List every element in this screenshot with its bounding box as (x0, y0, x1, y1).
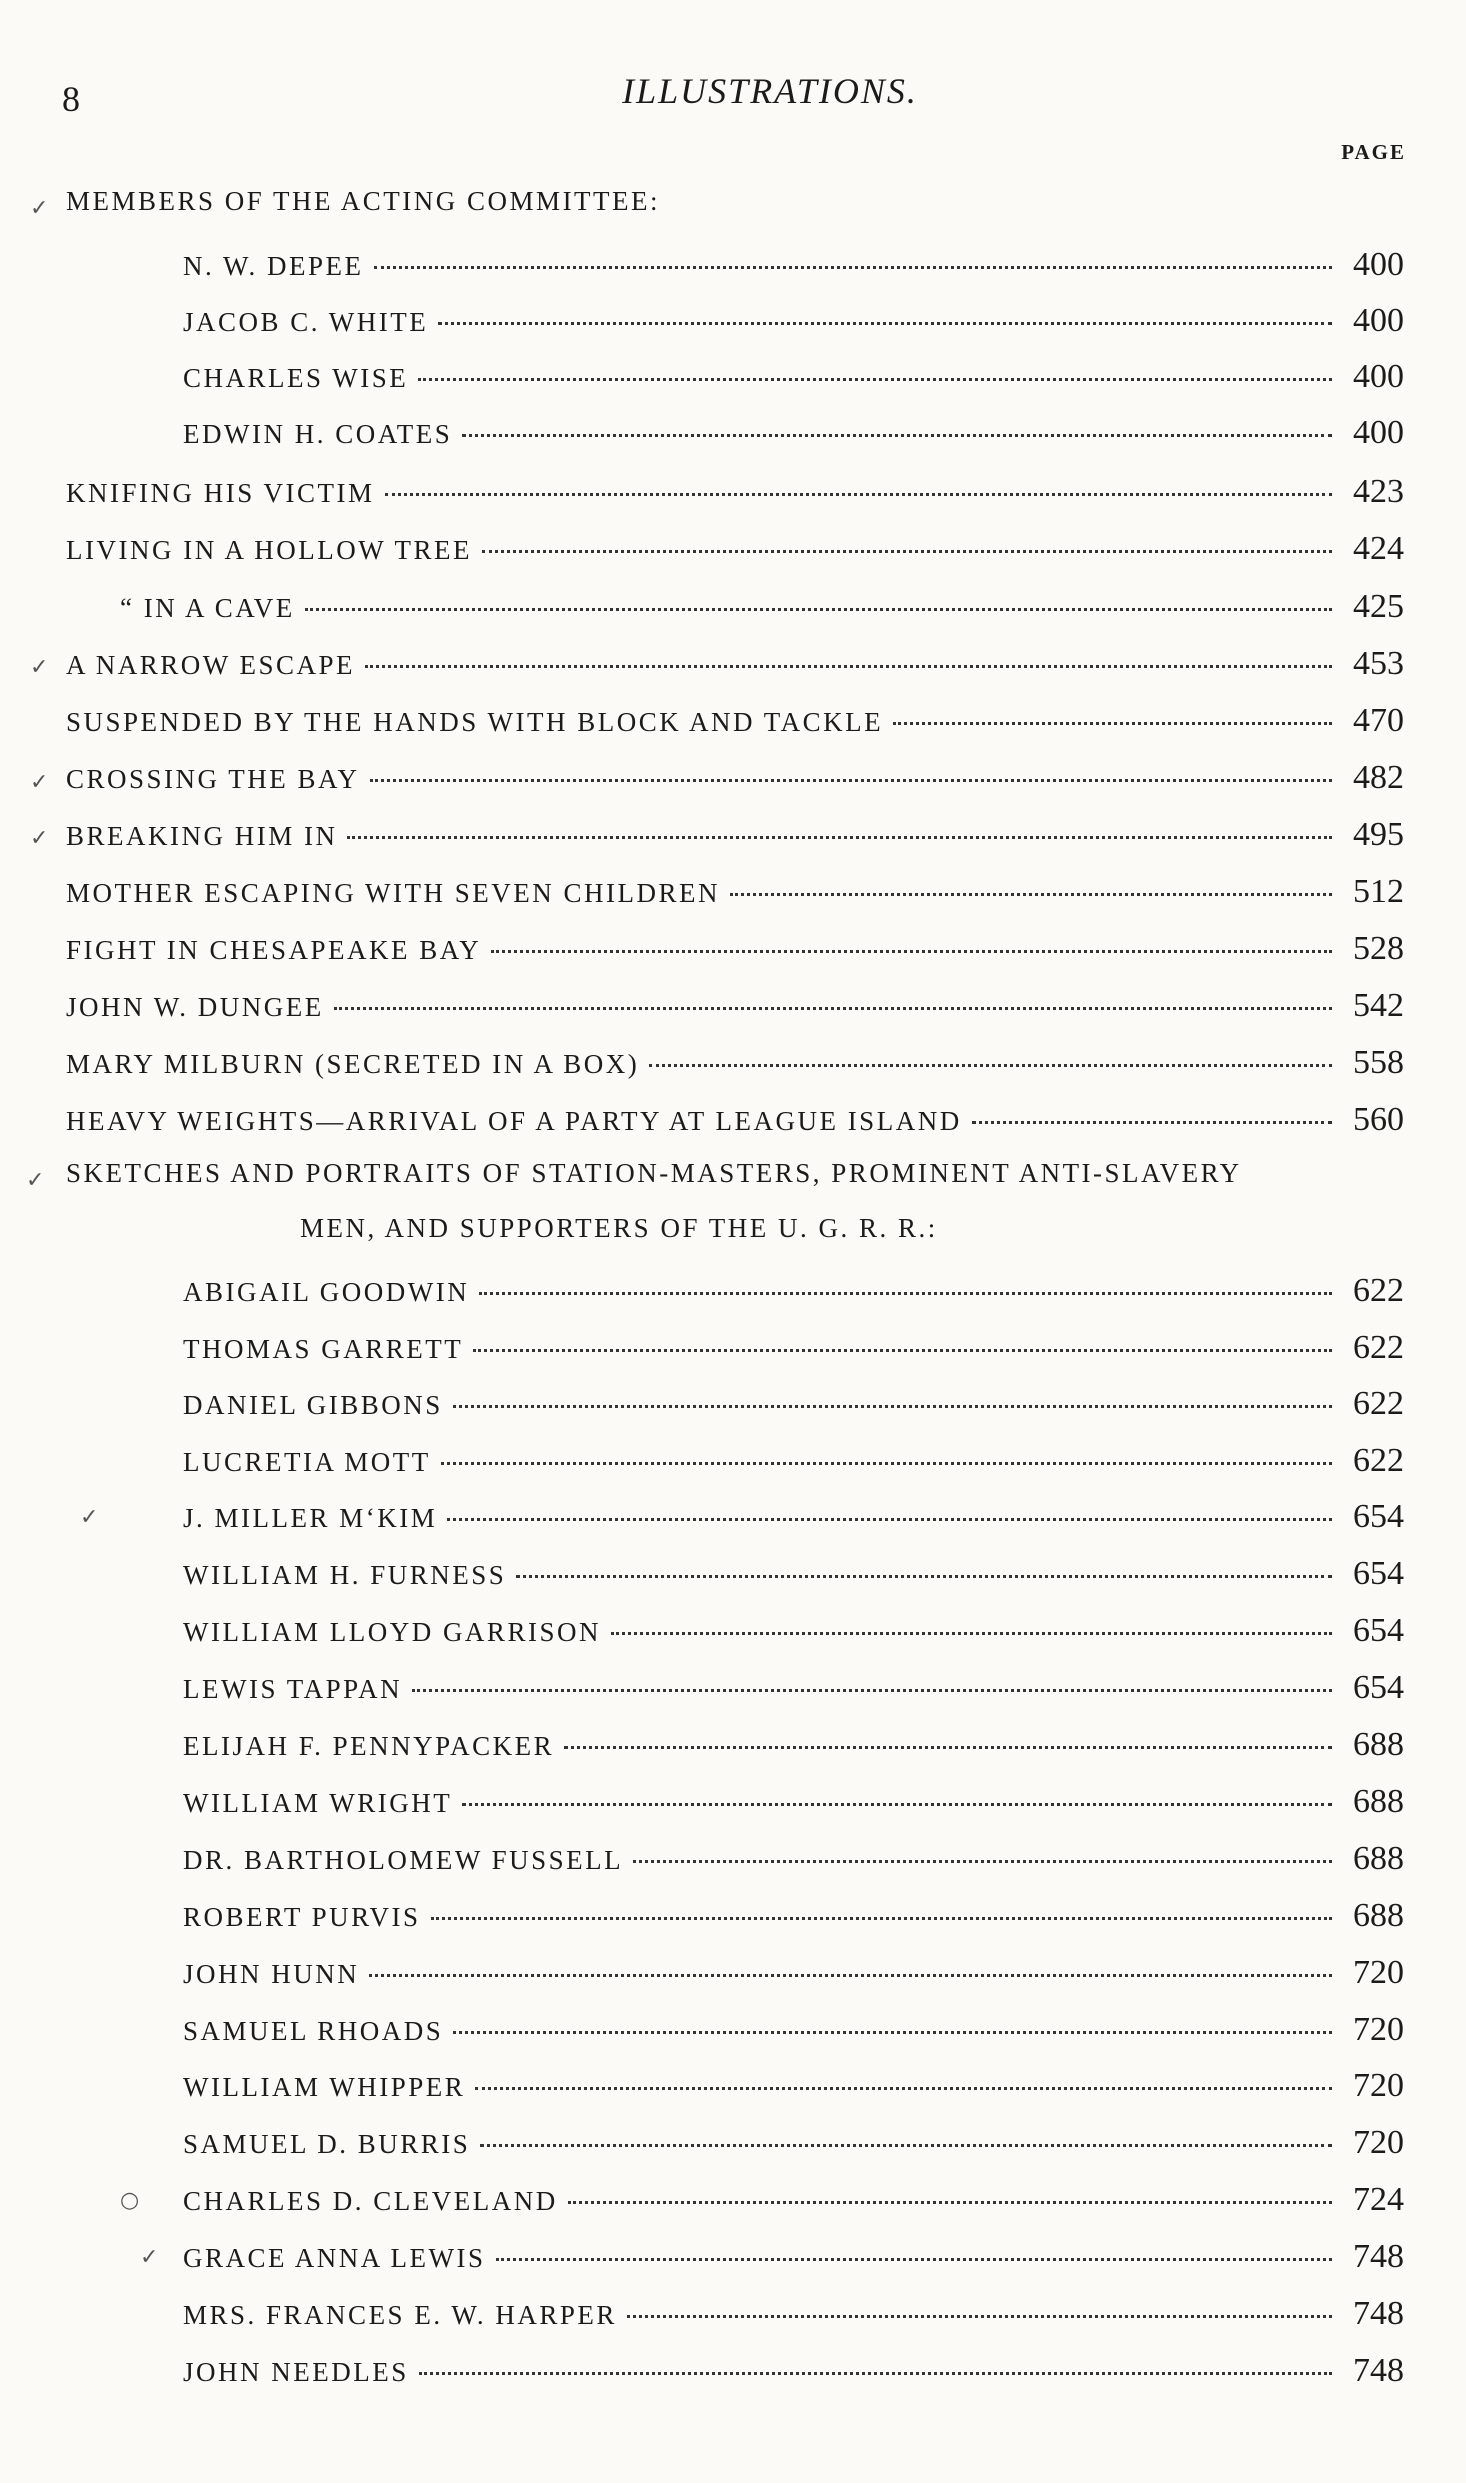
entry-page: 423 (1353, 473, 1404, 510)
dot-leader (972, 1121, 1332, 1124)
list-item (120, 588, 1404, 632)
list-item (66, 645, 1404, 689)
entry-page: 688 (1353, 1726, 1404, 1763)
entry-label: MARY MILBURN (SECRETED IN A BOX) (66, 1049, 640, 1079)
list-item (183, 1840, 1404, 1884)
list-item (183, 1329, 1404, 1373)
dot-leader (419, 2372, 1332, 2375)
dot-leader (496, 2258, 1333, 2261)
entry-label: LIVING IN A HOLLOW TREE (66, 535, 472, 565)
check-mark-icon: ✓ (30, 770, 49, 795)
list-item (183, 2181, 1404, 2225)
dot-leader (370, 779, 1332, 782)
list-item (183, 1555, 1404, 1599)
entry-page: 720 (1353, 1954, 1404, 1991)
entry-label: MOTHER ESCAPING WITH SEVEN CHILDREN (66, 878, 720, 908)
check-mark-icon: ✓ (26, 1168, 45, 1193)
dot-leader (475, 2087, 1332, 2090)
entry-page: 654 (1353, 1555, 1404, 1592)
dot-leader (479, 1292, 1332, 1295)
entry-page: 400 (1353, 414, 1404, 451)
list-item (183, 1272, 1404, 1316)
entry-label: ABIGAIL GOODWIN (183, 1277, 470, 1307)
dot-leader (627, 2315, 1332, 2318)
check-mark-icon: ✓ (80, 1505, 99, 1530)
entry-page: 400 (1353, 302, 1404, 339)
dot-leader (412, 1689, 1332, 1692)
entry-label: “ IN A CAVE (120, 593, 295, 623)
entry-label: CROSSING THE BAY (66, 764, 360, 794)
dot-leader (473, 1349, 1332, 1352)
entry-label: JOHN NEEDLES (183, 2357, 409, 2387)
dot-leader (649, 1064, 1332, 1067)
entry-label: WILLIAM H. FURNESS (183, 1560, 507, 1590)
dot-leader (431, 1917, 1332, 1920)
list-item (66, 473, 1404, 517)
entry-label: HEAVY WEIGHTS—ARRIVAL OF A PARTY AT LEAGUE ISLAND (66, 1106, 962, 1136)
dot-leader (730, 893, 1332, 896)
list-item (66, 930, 1404, 974)
list-item (66, 530, 1404, 574)
dot-leader (893, 722, 1332, 725)
list-item (66, 987, 1404, 1031)
entry-label: ROBERT PURVIS (183, 1902, 421, 1932)
entry-page: 622 (1353, 1329, 1404, 1366)
list-item (183, 414, 1404, 458)
entry-page: 482 (1353, 759, 1404, 796)
entry-label: BREAKING HIM IN (66, 821, 338, 851)
circle-mark-icon: ○ (120, 2188, 140, 2213)
list-item (183, 1669, 1404, 1713)
entry-page: 654 (1353, 1612, 1404, 1649)
dot-leader (347, 836, 1332, 839)
entry-page: 720 (1353, 2011, 1404, 2048)
dot-leader (480, 2144, 1332, 2147)
entry-label: DANIEL GIBBONS (183, 1390, 443, 1420)
entry-page: 424 (1353, 530, 1404, 567)
entry-page: 622 (1353, 1385, 1404, 1422)
section-heading-sketches-cont: MEN, AND SUPPORTERS OF THE U. G. R. R.: (300, 1213, 938, 1243)
entry-page: 400 (1353, 246, 1404, 283)
entry-page: 724 (1353, 2181, 1404, 2218)
list-item (66, 759, 1404, 803)
dot-leader (438, 322, 1332, 325)
list-item (183, 1498, 1404, 1542)
dot-leader (453, 1405, 1332, 1408)
dot-leader (334, 1007, 1332, 1010)
dot-leader (453, 2031, 1332, 2034)
entry-label: LEWIS TAPPAN (183, 1674, 403, 1704)
dot-leader (369, 1974, 1332, 1977)
entry-page: 560 (1353, 1101, 1404, 1138)
section-heading-sketches: SKETCHES AND PORTRAITS OF STATION-MASTERS, PROMINENT ANTI-SLAVERY (66, 1158, 1242, 1188)
entry-page: 528 (1353, 930, 1404, 967)
list-item (183, 1783, 1404, 1827)
list-item (183, 2011, 1404, 2055)
entry-page: 558 (1353, 1044, 1404, 1081)
list-item (66, 873, 1404, 917)
page-title: ILLUSTRATIONS. (622, 71, 918, 111)
entry-label: THOMAS GARRETT (183, 1334, 464, 1364)
entry-label: MRS. FRANCES E. W. HARPER (183, 2300, 617, 2330)
entry-label: ELIJAH F. PENNYPACKER (183, 1731, 555, 1761)
entry-label: CHARLES WISE (183, 363, 409, 393)
dot-leader (611, 1632, 1332, 1635)
dot-leader (482, 550, 1332, 553)
entry-page: 688 (1353, 1897, 1404, 1934)
list-item (183, 2352, 1404, 2396)
entry-label: KNIFING HIS VICTIM (66, 478, 375, 508)
entry-page: 688 (1353, 1783, 1404, 1820)
dot-leader (491, 950, 1332, 953)
list-item (66, 816, 1404, 860)
entry-label: SAMUEL RHOADS (183, 2016, 444, 2046)
entry-page: 512 (1353, 873, 1404, 910)
list-item (183, 246, 1404, 290)
entry-label: WILLIAM LLOYD GARRISON (183, 1617, 601, 1647)
entry-label: JACOB C. WHITE (183, 307, 429, 337)
dot-leader (462, 1803, 1332, 1806)
dot-leader (441, 1462, 1332, 1465)
list-item (183, 358, 1404, 402)
list-item (183, 302, 1404, 346)
list-item (183, 1442, 1404, 1486)
dot-leader (365, 665, 1332, 668)
page-column-header: PAGE (1341, 140, 1406, 164)
entry-page: 495 (1353, 816, 1404, 853)
list-item (66, 702, 1404, 746)
entry-page: 748 (1353, 2238, 1404, 2275)
entry-label: SUSPENDED BY THE HANDS WITH BLOCK AND TACKLE (66, 707, 884, 737)
entry-label: J. MILLER M‘KIM (183, 1503, 438, 1533)
entry-label: GRACE ANNA LEWIS (183, 2243, 486, 2273)
entry-page: 748 (1353, 2295, 1404, 2332)
list-item (183, 1726, 1404, 1770)
list-item (183, 1897, 1404, 1941)
dot-leader (564, 1746, 1332, 1749)
list-item (183, 2238, 1404, 2282)
entry-page: 470 (1353, 702, 1404, 739)
entry-label: FIGHT IN CHESAPEAKE BAY (66, 935, 482, 965)
dot-leader (418, 378, 1332, 381)
entry-page: 542 (1353, 987, 1404, 1024)
entry-label: WILLIAM WRIGHT (183, 1788, 453, 1818)
entry-page: 720 (1353, 2124, 1404, 2161)
entry-label: A NARROW ESCAPE (66, 650, 356, 680)
check-mark-icon: ✓ (30, 826, 49, 851)
check-mark-icon: ✓ (30, 196, 49, 221)
list-item (183, 2124, 1404, 2168)
list-item (66, 1044, 1404, 1088)
entry-page: 453 (1353, 645, 1404, 682)
entry-page: 622 (1353, 1442, 1404, 1479)
dot-leader (374, 266, 1332, 269)
list-item (183, 2295, 1404, 2339)
entry-label: JOHN HUNN (183, 1959, 360, 1989)
check-mark-icon: ✓ (140, 2245, 159, 2270)
entry-label: N. W. DEPEE (183, 251, 364, 281)
dot-leader (516, 1575, 1332, 1578)
list-item (183, 2067, 1404, 2111)
dot-leader (462, 434, 1332, 437)
list-item (183, 1954, 1404, 1998)
entry-label: WILLIAM WHIPPER (183, 2072, 466, 2102)
dot-leader (385, 493, 1332, 496)
entry-label: LUCRETIA MOTT (183, 1447, 431, 1477)
entry-label: JOHN W. DUNGEE (66, 992, 324, 1022)
entry-page: 654 (1353, 1498, 1404, 1535)
dot-leader (305, 608, 1332, 611)
list-item (183, 1385, 1404, 1429)
dot-leader (447, 1518, 1332, 1521)
entry-page: 720 (1353, 2067, 1404, 2104)
entry-label: SAMUEL D. BURRIS (183, 2129, 471, 2159)
section-heading-committee: MEMBERS OF THE ACTING COMMITTEE: (66, 186, 661, 216)
entry-page: 425 (1353, 588, 1404, 625)
entry-page: 400 (1353, 358, 1404, 395)
dot-leader (633, 1860, 1332, 1863)
entry-label: DR. BARTHOLOMEW FUSSELL (183, 1845, 624, 1875)
dot-leader (568, 2201, 1332, 2204)
check-mark-icon: ✓ (30, 655, 49, 680)
entry-label: CHARLES D. CLEVELAND (183, 2186, 558, 2216)
list-item (183, 1612, 1404, 1656)
entry-page: 654 (1353, 1669, 1404, 1706)
page-number: 8 (62, 79, 80, 119)
list-item (66, 1101, 1404, 1145)
entry-label: EDWIN H. COATES (183, 419, 453, 449)
entry-page: 748 (1353, 2352, 1404, 2389)
entry-page: 622 (1353, 1272, 1404, 1309)
entry-page: 688 (1353, 1840, 1404, 1877)
